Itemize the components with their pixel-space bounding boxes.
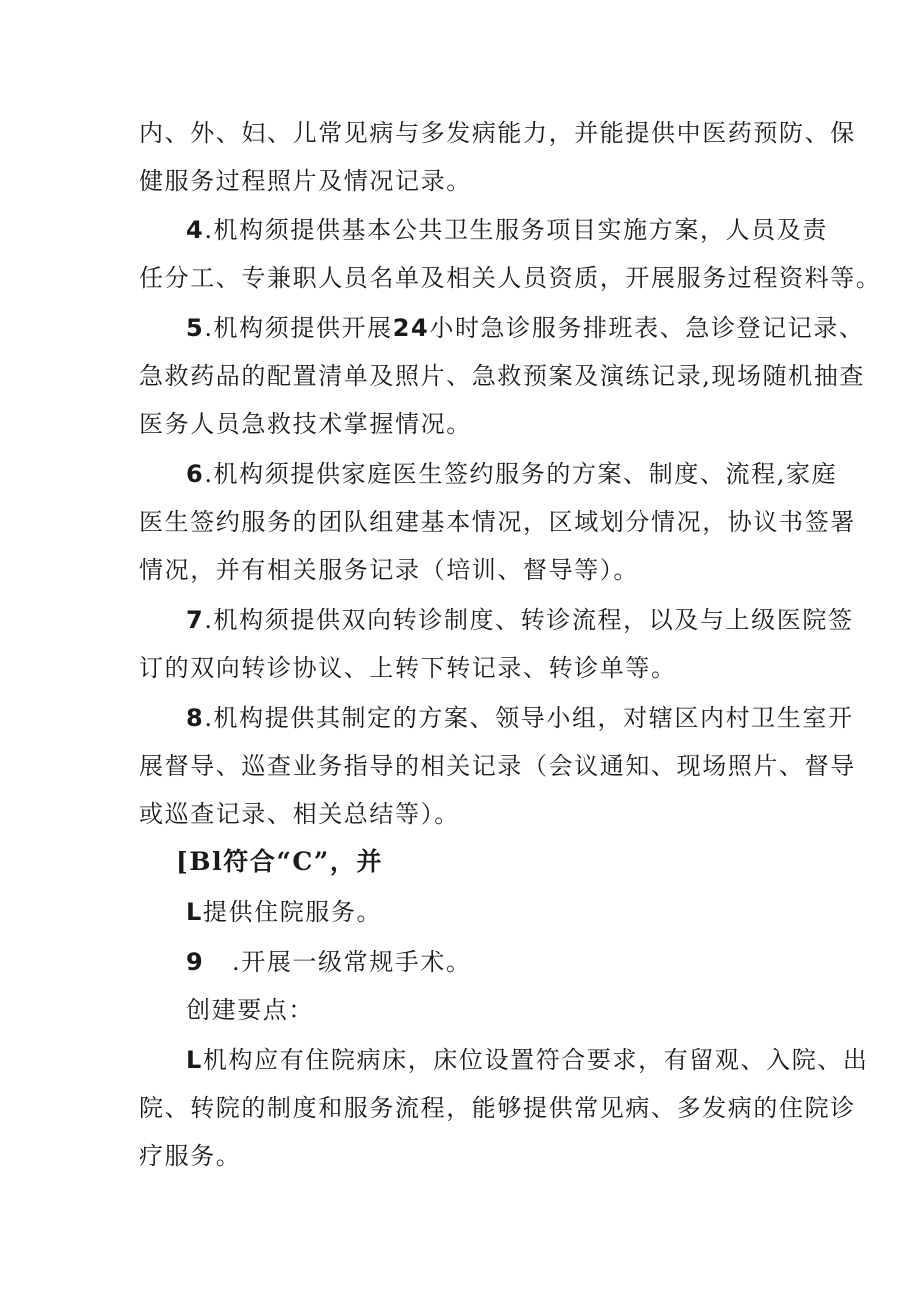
text-span: .机构须提供家庭医生签约服务的方案、制度、流程,家庭 [204, 460, 838, 488]
text-span: 健服务过程照片及情况记录。 [139, 167, 472, 195]
paragraph-line [139, 166, 472, 196]
section-b-item-1 [186, 897, 382, 927]
text-span: .机构须提供双向转诊制度、转诊流程，以及与上级医院签 [204, 606, 854, 634]
item-5-line-3 [139, 409, 472, 439]
text-span: .开展一级常规手术。 [232, 948, 472, 976]
item-6-line-2 [139, 507, 856, 537]
item-number: 9 [186, 948, 205, 976]
text-span: .机构须提供开展 [204, 314, 393, 342]
text-span: 小时急诊服务排班表、急诊登记记录、 [429, 314, 865, 342]
point-1-line-1 [186, 1045, 869, 1075]
text-span: [Bl符合“C”，并 [176, 847, 384, 876]
text-span: 展督导、巡查业务指导的相关记录（会议通知、现场照片、督导 [139, 752, 856, 780]
section-b-item-9 [186, 947, 472, 977]
item-4-line-1 [186, 215, 828, 245]
item-number: L [186, 1046, 203, 1074]
text-span: 或巡查记录、相关总结等）。 [139, 800, 460, 828]
text-span: 创建要点： [186, 996, 314, 1024]
item-7-line-2 [139, 653, 677, 683]
item-8-line-2 [139, 751, 856, 781]
item-number: 4 [186, 216, 205, 244]
item-number: 7 [186, 606, 205, 634]
text-span: .机构须提供基本公共卫生服务项目实施方案，人员及责 [204, 216, 828, 244]
item-5-line-1 [186, 313, 865, 343]
text-span: 院、转院的制度和服务流程，能够提供常见病、多发病的住院诊 [139, 1094, 856, 1122]
key-points-heading [186, 995, 314, 1025]
text-span: 情况，并有相关服务记录（培训、督导等）。 [139, 556, 639, 584]
number-span: 24 [392, 314, 430, 342]
text-span: 任分工、专兼职人员名单及相关人员资质，开展服务过程资料等。 [139, 264, 882, 292]
text-span: 疗服务。 [139, 1142, 242, 1170]
item-number: 8 [186, 704, 205, 732]
item-number: L [186, 898, 203, 926]
text-span: 医务人员急救技术掌握情况。 [139, 410, 472, 438]
item-6-line-3 [139, 555, 639, 585]
text-span: 提供住院服务。 [202, 898, 383, 926]
item-8-line-3 [139, 799, 460, 829]
point-1-line-2 [139, 1093, 856, 1123]
item-7-line-1 [186, 605, 854, 635]
item-6-line-1 [186, 459, 837, 489]
point-1-line-3 [139, 1141, 241, 1171]
item-number: 5 [186, 314, 205, 342]
item-number: 6 [186, 460, 205, 488]
item-5-line-2 [139, 361, 865, 391]
text-span: 医生签约服务的团队组建基本情况，区域划分情况，协议书签署 [139, 508, 856, 536]
text-span: 急救药品的配置清单及照片、急救预案及演练记录,现场随机抽查 [139, 362, 866, 390]
item-8-line-1 [186, 703, 854, 733]
text-span: 内、外、妇、儿常见病与多发病能力，并能提供中医药预防、保 [139, 119, 856, 147]
text-span: 订的双向转诊协议、上转下转记录、转诊单等。 [139, 654, 677, 682]
text-span: 机构应有住院病床，床位设置符合要求，有留观、入院、出 [202, 1046, 869, 1074]
item-4-line-2 [139, 263, 881, 293]
text-span: .机构提供其制定的方案、领导小组，对辖区内村卫生室开 [204, 704, 854, 732]
paragraph-line [139, 118, 856, 148]
section-b-heading [176, 847, 383, 877]
